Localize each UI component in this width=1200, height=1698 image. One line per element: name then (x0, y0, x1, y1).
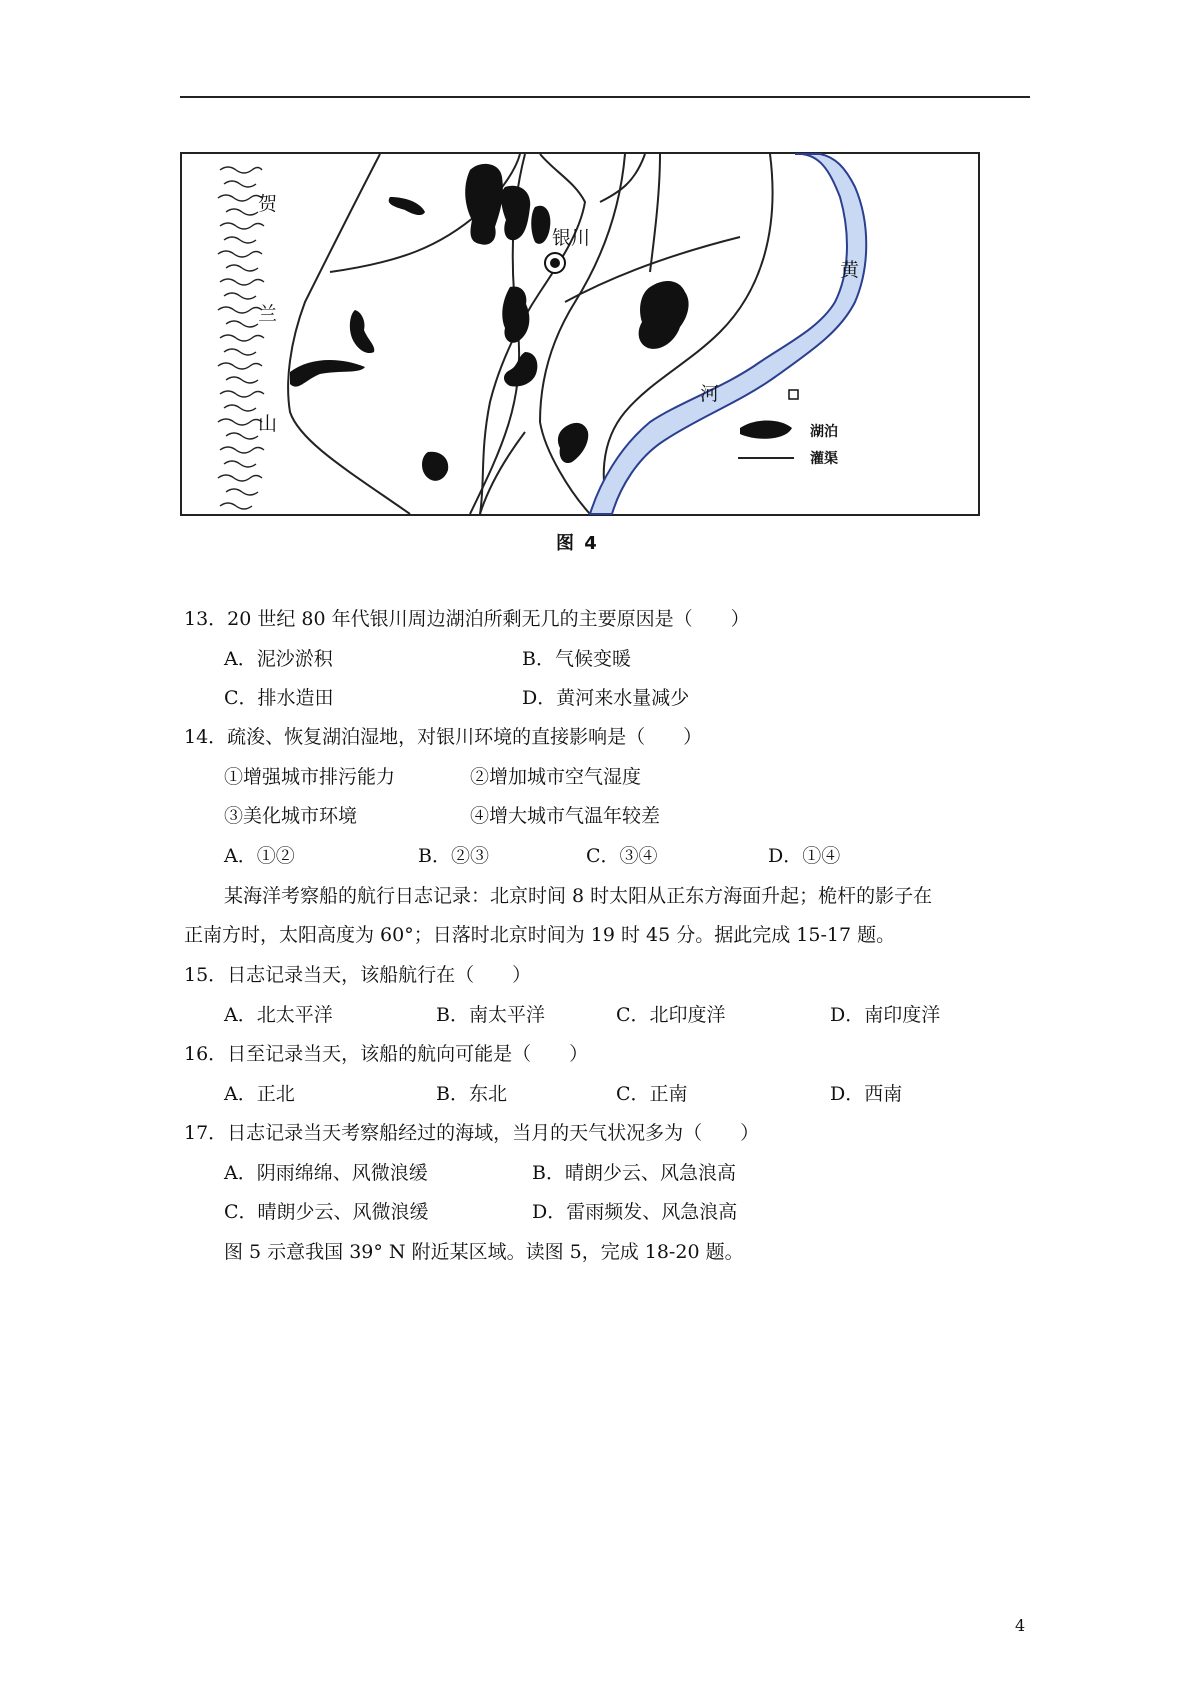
header-rule (180, 96, 1030, 98)
q14-option-a: A．①② (224, 845, 295, 867)
q14-item-3: ③美化城市环境 (224, 805, 358, 827)
q16-option-c: C．正南 (616, 1083, 688, 1105)
q13-option-c: C．排水造田 (224, 687, 334, 709)
q17-option-b: B．晴朗少云、风急浪高 (532, 1162, 736, 1184)
q13-option-a: A．泥沙淤积 (224, 648, 333, 670)
label-shan: 山 (258, 413, 278, 435)
q13-option-b: B．气候变暖 (522, 648, 631, 670)
legend-lake-label: 湖泊 (810, 424, 838, 440)
figure-caption: 图 4 (556, 533, 599, 554)
q14-option-d: D．①④ (768, 845, 841, 867)
q15-stem: 15．日志记录当天，该船航行在（ ） (184, 964, 532, 986)
page-number: 4 (1015, 1616, 1026, 1635)
q17-option-c: C．晴朗少云、风微浪缓 (224, 1201, 429, 1223)
q13-options-row-1 (0, 645, 1200, 673)
small-square-mark (789, 390, 798, 399)
passage1-line-1: 某海洋考察船的航行日志记录：北京时间 8 时太阳从正东方海面升起；桅杆的影子在 (224, 885, 933, 907)
map-figure-4 (180, 152, 980, 516)
q17-stem: 17．日志记录当天考察船经过的海域，当月的天气状况多为（ ） (184, 1122, 760, 1144)
yinchuan-map (180, 152, 980, 516)
q14-option-b: B．②③ (418, 845, 489, 867)
q13-options-row-2 (0, 684, 1200, 712)
q14-item-4: ④增大城市气温年较差 (470, 805, 661, 827)
q13-stem: 13．20 世纪 80 年代银川周边湖泊所剩无几的主要原因是（ ） (184, 608, 750, 630)
q14-items-row-1 (0, 763, 1200, 791)
q15-options-row (0, 1001, 1200, 1029)
q15-option-a: A．北太平洋 (224, 1004, 333, 1026)
q14-item-1: ①增强城市排污能力 (224, 766, 396, 788)
q13-option-d: D．黄河来水量减少 (522, 687, 690, 709)
q15-option-c: C．北印度洋 (616, 1004, 726, 1026)
label-he: 贺 (258, 193, 278, 215)
q14-option-c: C．③④ (586, 845, 658, 867)
q17-option-d: D．雷雨频发、风急浪高 (532, 1201, 738, 1223)
label-yinchuan: 银川 (552, 227, 591, 249)
q17-options-row-2 (0, 1198, 1200, 1226)
q17-option-a: A．阴雨绵绵、风微浪缓 (224, 1162, 428, 1184)
label-he-river: 河 (700, 383, 720, 405)
q14-items-row-2 (0, 802, 1200, 830)
q15-option-d: D．南印度洋 (830, 1004, 941, 1026)
passage1-line-2: 正南方时，太阳高度为 60°；日落时北京时间为 19 时 45 分。据此完成 15-17 题。 (184, 924, 896, 946)
q16-stem: 16．日至记录当天，该船的航向可能是（ ） (184, 1043, 589, 1065)
q16-option-d: D．西南 (830, 1083, 903, 1105)
passage2: 图 5 示意我国 39° N 附近某区域。读图 5，完成 18-20 题。 (224, 1241, 744, 1263)
q14-stem: 14．疏浚、恢复湖泊湿地，对银川环境的直接影响是（ ） (184, 726, 703, 748)
label-lan: 兰 (258, 303, 278, 325)
label-huang: 黄 (840, 259, 860, 281)
legend-canal-label: 灌渠 (810, 451, 838, 467)
yinchuan-city-symbol (545, 253, 565, 273)
q16-option-b: B．东北 (436, 1083, 507, 1105)
q14-item-2: ②增加城市空气湿度 (470, 766, 642, 788)
q16-options-row (0, 1080, 1200, 1108)
q14-options-row (0, 842, 1200, 870)
q15-option-b: B．南太平洋 (436, 1004, 545, 1026)
q17-options-row-1 (0, 1159, 1200, 1187)
q16-option-a: A．正北 (224, 1083, 295, 1105)
